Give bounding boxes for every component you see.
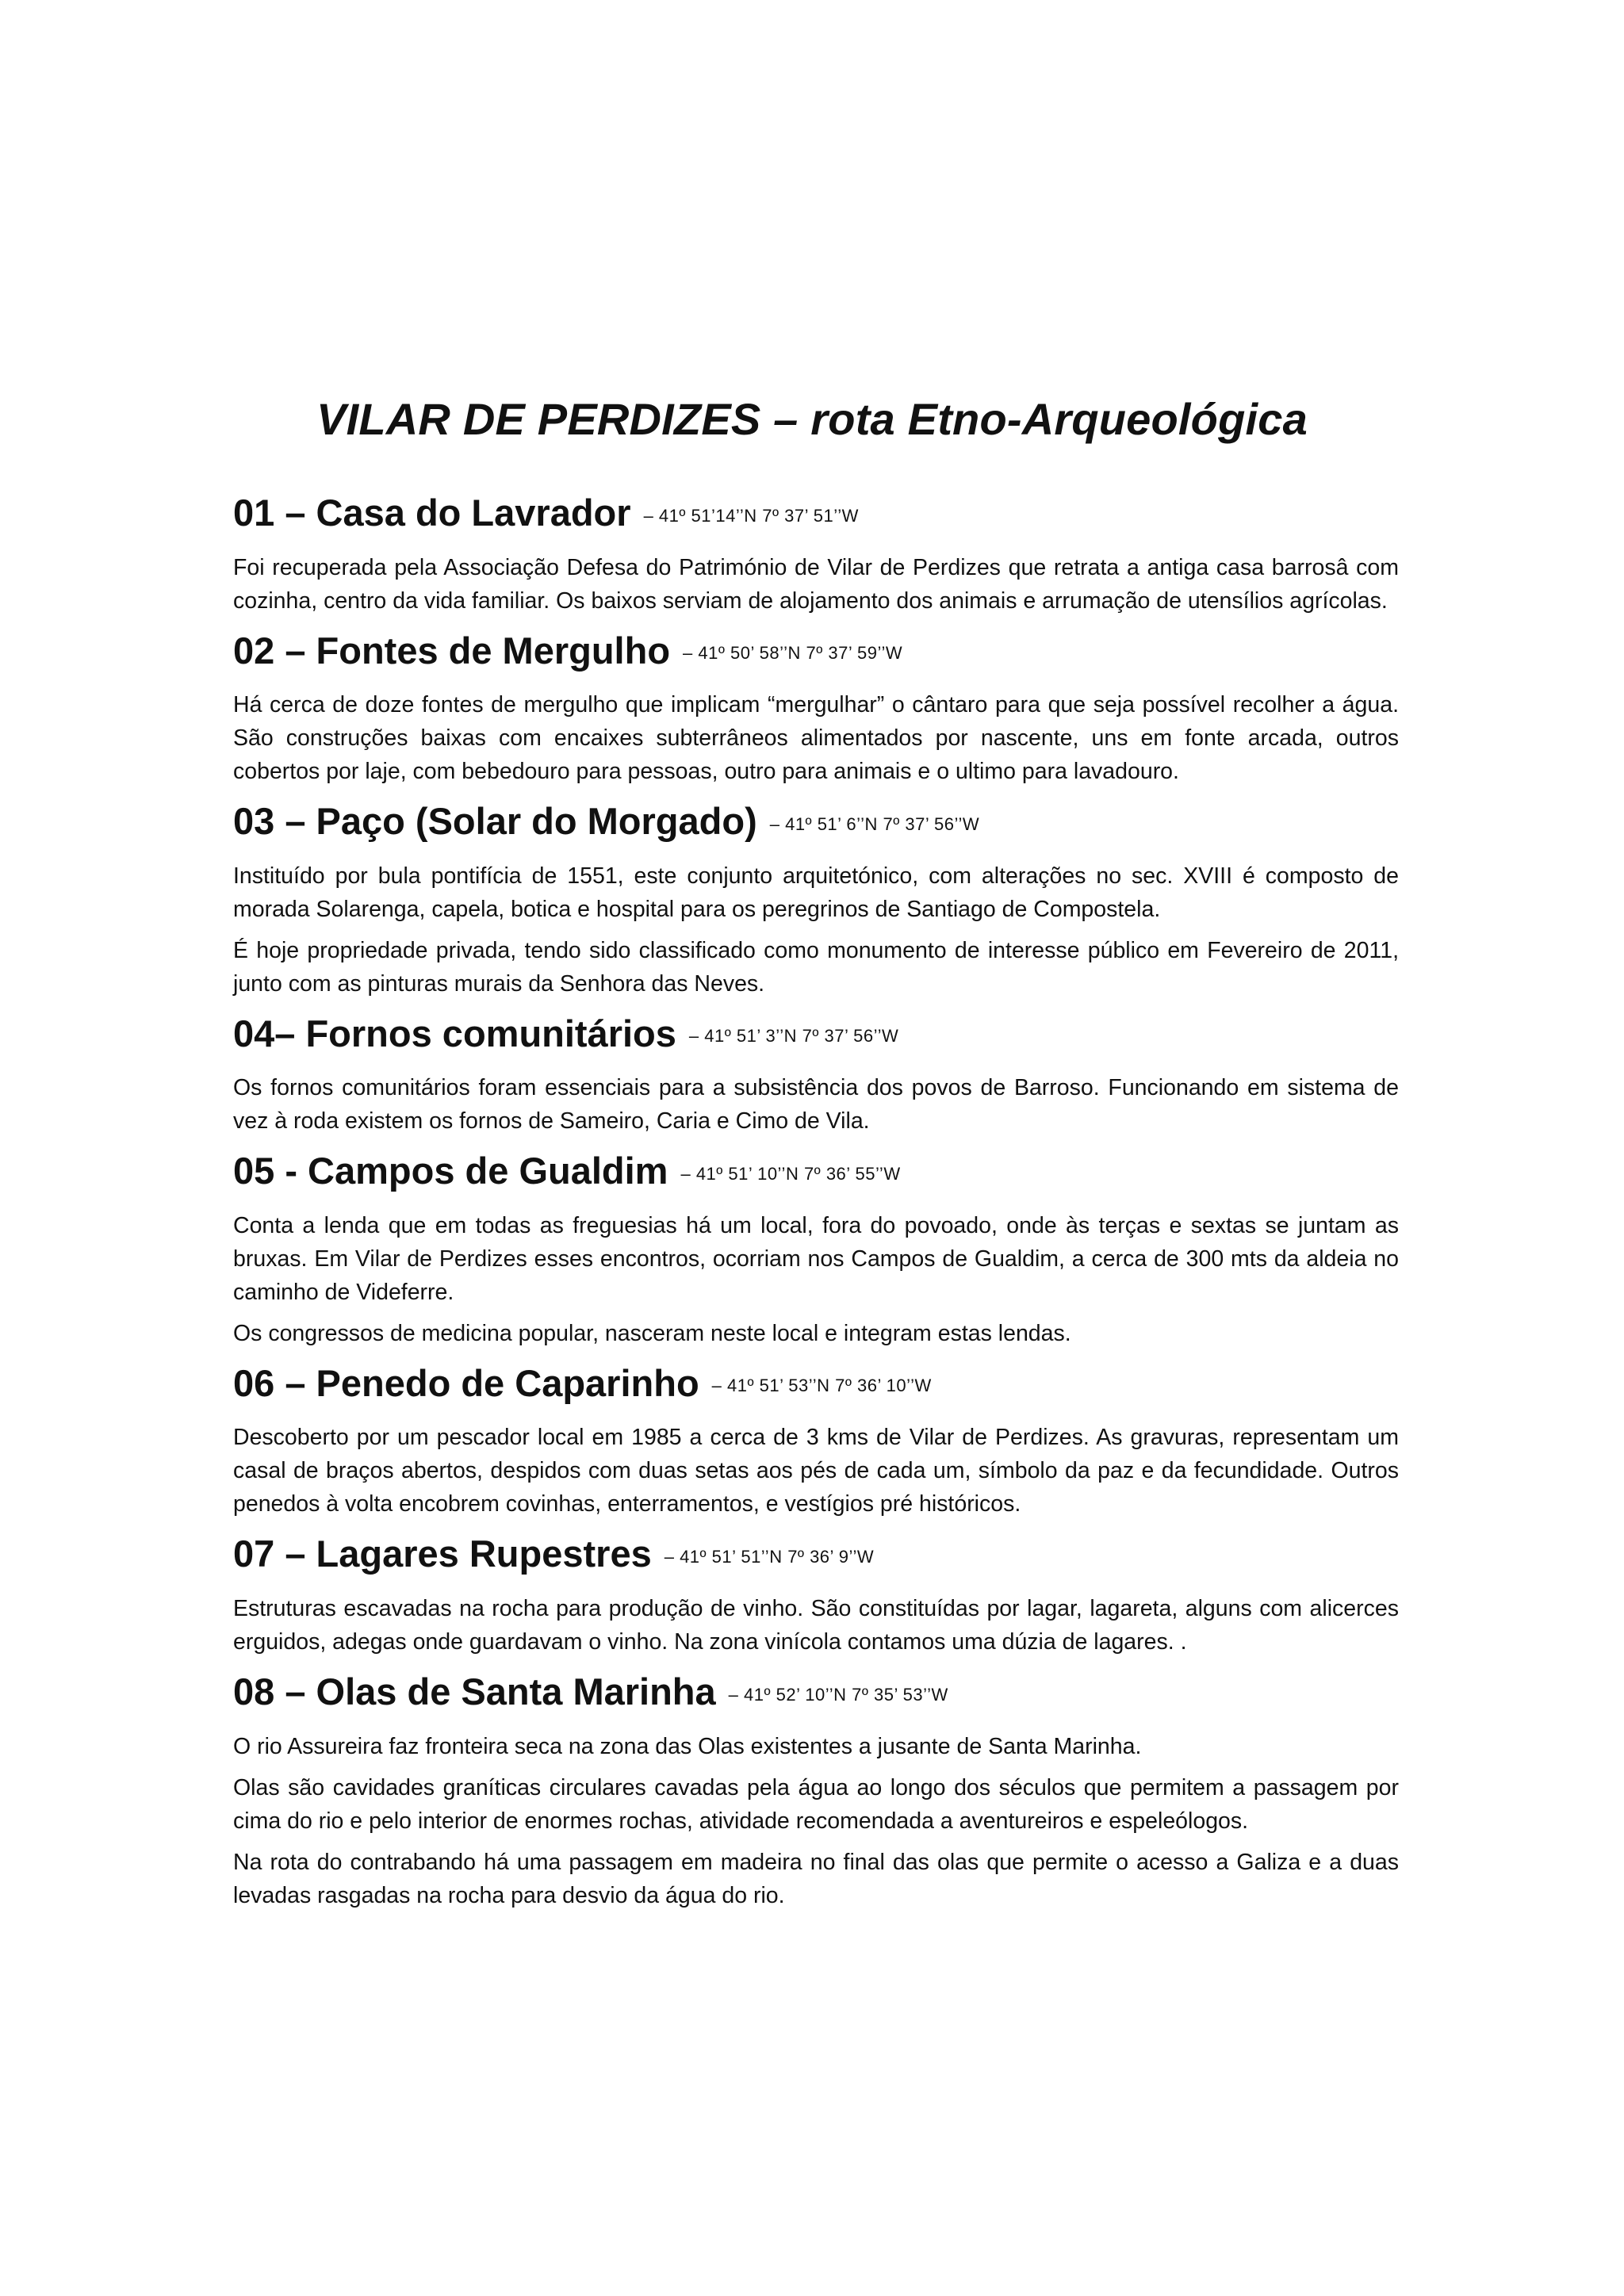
section-coordinates: – 41º 51’ 6’’N 7º 37’ 56’’W [769,813,980,834]
section-casa-do-lavrador [233,488,1399,618]
section-heading [233,1529,1399,1582]
section-penedo-de-caparinho [233,1358,1399,1521]
section-heading-text: 08 – Olas de Santa Marinha [233,1670,716,1713]
section-heading-text: 01 – Casa do Lavrador [233,492,631,534]
section-campos-de-gualdim [233,1146,1399,1350]
section-heading [233,796,1399,850]
section-heading-text: 03 – Paço (Solar do Morgado) [233,800,757,843]
section-paragraph: Conta a lenda que em todas as freguesias há um local, fora do povoado, onde às terças e sextas se juntam as bruxas. Em Vilar de Perdizes esses encontros, ocorriam nos Campos de Gualdim, a cerca de 300 mts da aldeia no caminho de Videferre. [233,1212,1399,1305]
section-heading-text: 04– Fornos comunitários [233,1012,676,1054]
section-coordinates: – 41º 51’ 53’’N 7º 36’ 10’’W [711,1376,932,1396]
section-paragraph: Instituído por bula pontifícia de 1551, este conjunto arquitetónico, com alterações no sec. XVIII é composto de morada Solarenga, capela, botica e hospital para os peregrinos de Santiago de Compostela. [233,863,1399,922]
section-coordinates: – 41º 51’ 51’’N 7º 36’ 9’’W [664,1547,875,1567]
page-title: VILAR DE PERDIZES – rota Etno-Arqueológica [316,394,1308,444]
section-heading [233,626,1399,679]
section-heading-text: 07 – Lagares Rupestres [233,1533,652,1575]
section-paragraph: Há cerca de doze fontes de mergulho que implicam “mergulhar” o cântaro para que seja possível recolher a água. São construções baixas com encaixes subterrâneos alimentados por nascente, uns em fonte arcada, outros cobertos por laje, com bebedouro para pessoas, outro para animais e o ultimo para lavadouro. [233,692,1399,785]
section-paragraph: Na rota do contrabando há uma passagem em madeira no final das olas que permite o acesso a Galiza e a duas levadas rasgadas na rocha para desvio da água do rio. [233,1849,1399,1908]
section-paco-solar-do-morgado [233,796,1399,1001]
section-coordinates: – 41º 51’ 3’’N 7º 37’ 56’’W [688,1026,899,1047]
section-heading-text: 06 – Penedo de Caparinho [233,1361,699,1404]
section-coordinates: – 41º 52’ 10’’N 7º 35’ 53’’W [728,1684,948,1705]
section-heading [233,488,1399,541]
section-paragraph: O rio Assureira faz fronteira seca na zona das Olas existentes a jusante de Santa Marinha. [233,1733,1142,1759]
section-paragraph: É hoje propriedade privada, tendo sido classificado como monumento de interesse público em Fevereiro de 2011, junto com as pinturas murais da Senhora das Neves. [233,937,1399,997]
section-coordinates: – 41º 51’ 10’’N 7º 36’ 55’’W [680,1163,901,1184]
section-paragraph: Foi recuperada pela Associação Defesa do Património de Vilar de Perdizes que retrata a antiga casa barrosâ com cozinha, centro da vida familiar. Os baixos serviam de alojamento dos animais e arrumação de utensílios agrícolas. [233,554,1399,614]
section-heading-text: 02 – Fontes de Mergulho [233,629,671,672]
section-fornos-comunitarios [233,1008,1399,1138]
section-paragraph: Estruturas escavadas na rocha para produção de vinho. São constituídas por lagar, lagareta, alguns com alicerces erguidos, adegas onde guardavam o vinho. Na zona vinícola contamos uma dúzia de lagares. . [233,1596,1399,1655]
section-coordinates: – 41º 51’14’’N 7º 37’ 51’’W [643,505,859,526]
section-heading [233,1667,1399,1720]
section-heading-text: 05 - Campos de Gualdim [233,1150,668,1192]
section-heading [233,1358,1399,1412]
section-paragraph: Olas são cavidades graníticas circulares cavadas pela água ao longo dos séculos que permitem a passagem por cima do rio e pelo interior de enormes rochas, atividade recomendada a aventureiros e espeleólogos. [233,1774,1399,1834]
section-lagares-rupestres [233,1529,1399,1659]
section-paragraph: Os fornos comunitários foram essenciais para a subsistência dos povos de Barroso. Funcionando em sistema de vez à roda existem os fornos de Sameiro, Caria e Cimo de Vila. [233,1075,1399,1135]
section-olas-de-santa-marinha [233,1667,1399,1912]
section-heading [233,1008,1399,1062]
section-paragraph: Os congressos de medicina popular, nasceram neste local e integram estas lendas. [233,1320,1071,1346]
section-coordinates: – 41º 50’ 58’’N 7º 37’ 59’’W [683,643,903,664]
section-paragraph: Descoberto por um pescador local em 1985 a cerca de 3 kms de Vilar de Perdizes. As gravuras, representam um casal de braços abertos, despidos com duas setas aos pés de cada um, símbolo da paz e da fecundidade. Outros penedos à volta encobrem covinhas, enterramentos, e vestígios pré históricos. [233,1425,1399,1517]
section-fontes-de-mergulho [233,626,1399,789]
section-heading [233,1146,1399,1200]
document-body [233,488,1399,1920]
